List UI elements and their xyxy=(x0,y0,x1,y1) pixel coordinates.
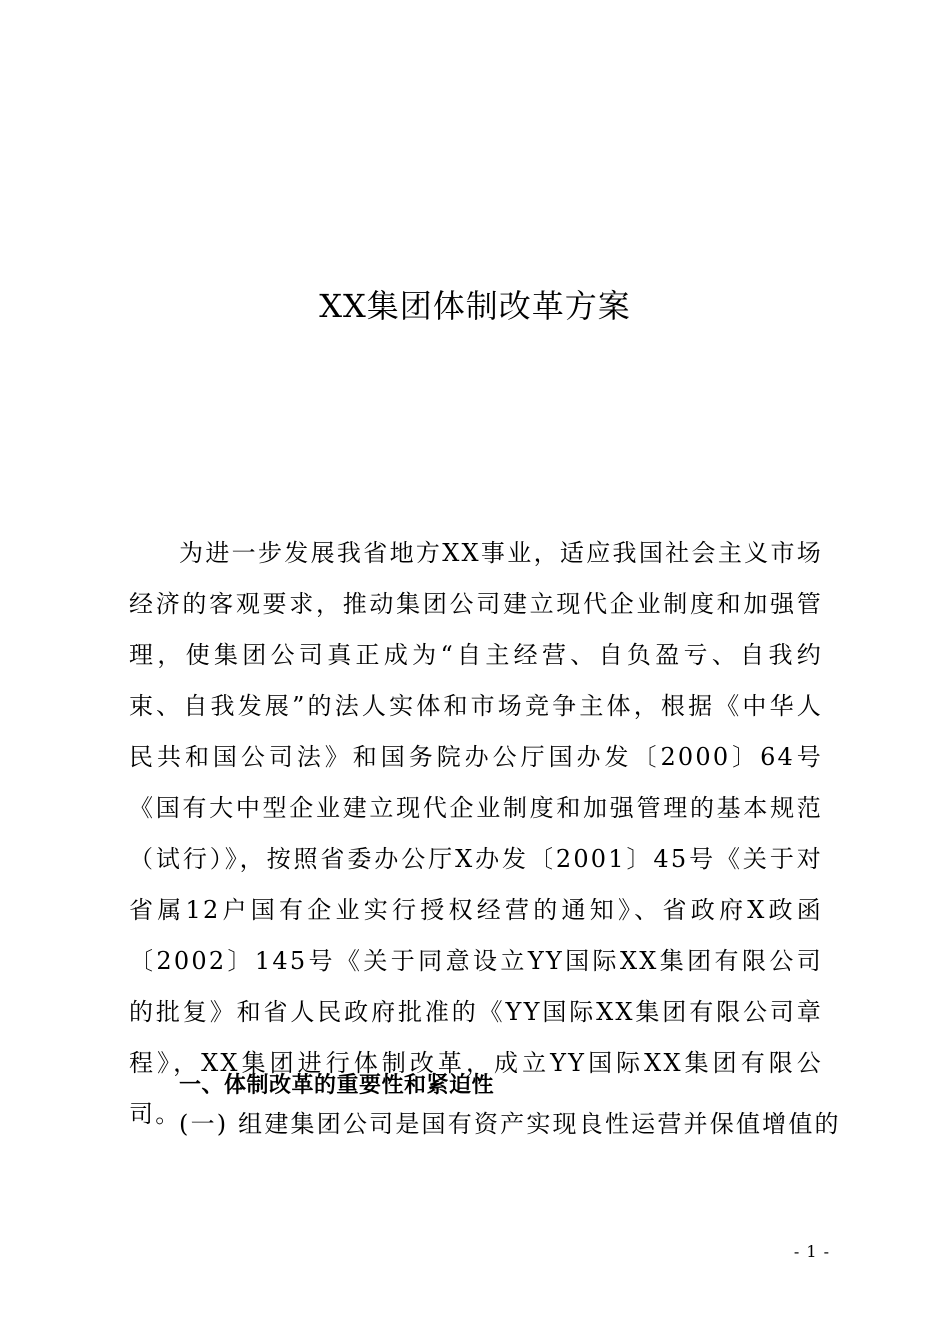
section-heading: 一、体制改革的重要性和紧迫性 xyxy=(179,1073,495,1098)
subsection-heading: (一) 组建集团公司是国有资产实现良性运营并保值增值的 xyxy=(179,1110,841,1138)
document-title: XX集团体制改革方案 xyxy=(319,287,631,325)
page-number: - 1 - xyxy=(793,1242,830,1261)
intro-paragraph: 为进一步发展我省地方XX事业，适应我国社会主义市场经济的客观要求，推动集团公司建立现代企业制度和加强管理，使集团公司真正成为“自主经营、自负盈亏、自我约束、自我发展”的法人实体和市场竞争主体，根据《中华人民共和国公司法》和国务院办公厅国办发〔2000〕64号《国有大中型企业建立现代企业制度和加强管理的基本规范（试行）》，按照省委办公厅X办发〔2001〕45号《关于对省属12户国有企业实行授权经营的通知》、省政府X政函〔2002〕145号《关于同意设立YY国际XX集团有限公司的批复》和省人民政府批准的《YY国际XX集团有限公司章程》，XX集团进行体制改革，成立YY国际XX集团有限公司。 xyxy=(129,539,823,1128)
